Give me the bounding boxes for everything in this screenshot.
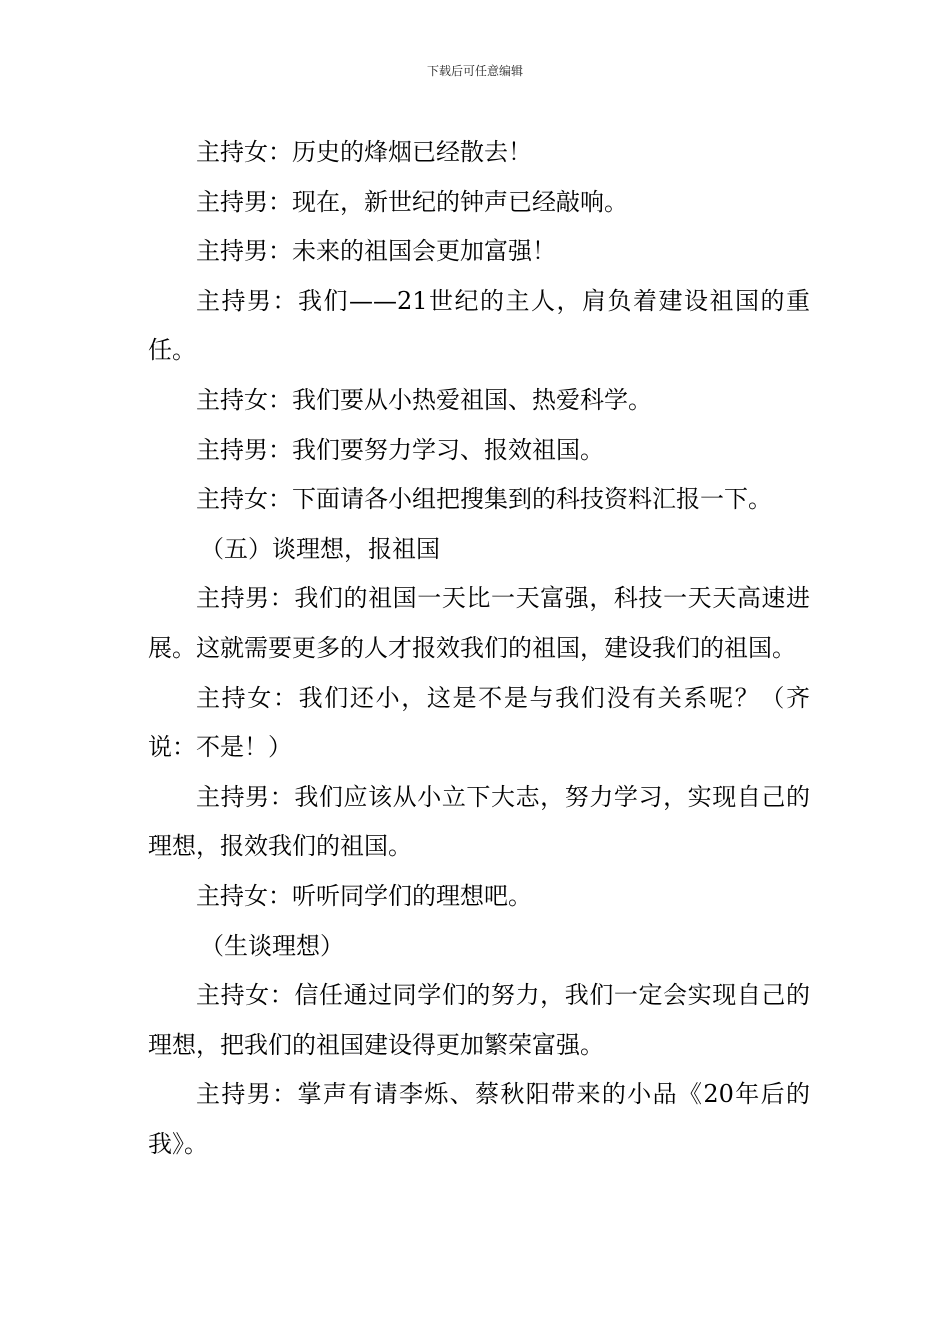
paragraph: 主持男：未来的祖国会更加富强！	[196, 237, 556, 266]
paragraph: 主持男：掌声有请李烁、蔡秋阳带来的小品《20年后的我》。	[148, 1080, 810, 1158]
paragraph: 主持男：我们的祖国一天比一天富强，科技一天天高速进展。这就需要更多的人才报效我们的祖国，建设我们的祖国。	[148, 584, 810, 662]
paragraph: 主持男：我们要努力学习、报效祖国。	[196, 435, 604, 464]
document-body	[148, 128, 810, 1169]
paragraph: 主持女：我们要从小热爱祖国、热爱科学。	[196, 385, 652, 414]
paragraph: 主持女：听听同学们的理想吧。	[196, 881, 532, 910]
paragraph: 主持男：我们应该从小立下大志，努力学习，实现自己的理想，报效我们的祖国。	[148, 782, 810, 861]
paragraph: 主持女：信任通过同学们的努力，我们一定会实现自己的理想，把我们的祖国建设得更加繁荣富强。	[148, 981, 810, 1059]
stage-direction: （生谈理想）	[200, 931, 344, 960]
paragraph: 主持男：现在，新世纪的钟声已经敲响。	[196, 187, 628, 216]
section-heading: （五）谈理想，报祖国	[200, 534, 440, 563]
paragraph: 主持女：下面请各小组把搜集到的科技资料汇报一下。	[196, 485, 772, 514]
paragraph: 主持男：我们——21世纪的主人，肩负着建设祖国的重任。	[148, 286, 810, 365]
page-header: 下载后可任意编辑	[426, 64, 523, 78]
paragraph: 主持女：历史的烽烟已经散去！	[196, 138, 532, 166]
paragraph: 主持女：我们还小，这是不是与我们没有关系呢？（齐说：不是！）	[148, 683, 810, 762]
